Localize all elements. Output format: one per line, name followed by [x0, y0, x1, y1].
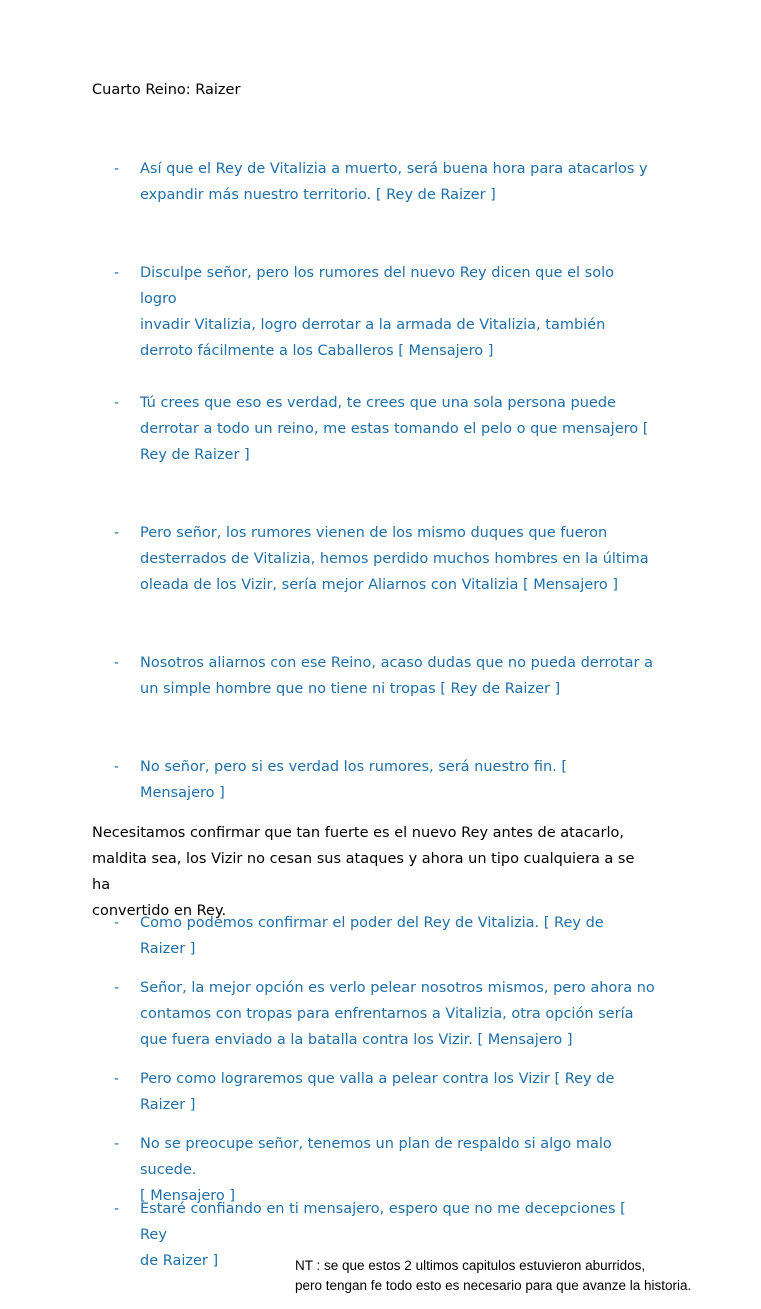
dialogue-dash: -	[114, 1136, 120, 1152]
dialogue-text: Como podemos confirmar el poder del Rey de Vitalizia. [ Rey de Raizer ]	[140, 915, 604, 957]
dialogue-text: Nosotros aliarnos con ese Reino, acaso dudas que no pueda derrotar a un simple hombre que no tiene ni tropas [ Rey de Raizer ]	[140, 655, 653, 697]
dialogue-dash: -	[114, 980, 120, 996]
dialogue-text: Estaré confiando en ti mensajero, espero que no me decepciones [ Rey de Raizer ]	[140, 1201, 626, 1269]
dialogue-text: Señor, la mejor opción es verlo pelear nosotros mismos, pero ahora no contamos con tropas para enfrentarnos a Vitalizia, otra opción sería que fuera enviado a la batalla contra los Vizir. [ Mensajero ]	[140, 980, 655, 1048]
dialogue-dash: -	[114, 161, 120, 177]
dialogue-dash: -	[114, 1201, 120, 1217]
dialogue-dash: -	[114, 395, 120, 411]
chapter-title: Cuarto Reino: Raizer	[92, 82, 241, 98]
dialogue-dash: -	[114, 655, 120, 671]
dialogue-text: No señor, pero si es verdad los rumores, será nuestro fin. [ Mensajero ]	[140, 759, 568, 801]
dialogue-dash: -	[114, 525, 120, 541]
dialogue-text: Pero señor, los rumores vienen de los mismo duques que fueron desterrados de Vitalizia, hemos perdido muchos hombres en la última oleada de los Vizir, sería mejor Aliarnos con Vitalizia [ Mensajero ]	[140, 525, 649, 593]
dialogue-text: Así que el Rey de Vitalizia a muerto, será buena hora para atacarlos y expandir más nuestro territorio. [ Rey de Raizer ]	[140, 161, 648, 203]
dialogue-dash: -	[114, 759, 120, 775]
translator-note: NT : se que estos 2 ultimos capitulos estuvieron aburridos, pero tengan fe todo esto es necesario para que avanze la historia.	[295, 1258, 692, 1293]
dialogue-text: No se preocupe señor, tenemos un plan de respaldo si algo malo sucede. [ Mensajero ]	[140, 1136, 612, 1204]
dialogue-text: Pero como lograremos que valla a pelear contra los Vizir [ Rey de Raizer ]	[140, 1071, 615, 1113]
dialogue-text: Disculpe señor, pero los rumores del nuevo Rey dicen que el solo logro invadir Vitalizia, logro derrotar a la armada de Vitalizia, también derroto fácilmente a los Caballeros [ Mensajero ]	[140, 265, 614, 359]
dialogue-dash: -	[114, 265, 120, 281]
dialogue-dash: -	[114, 1071, 120, 1087]
dialogue-dash: -	[114, 915, 120, 931]
dialogue-text: Tú crees que eso es verdad, te crees que una sola persona puede derrotar a todo un reino, me estas tomando el pelo o que mensajero [ Rey de Raizer ]	[140, 395, 649, 463]
narration-paragraph: Necesitamos confirmar que tan fuerte es el nuevo Rey antes de atacarlo, maldita sea, los Vizir no cesan sus ataques y ahora un tipo cualquiera a se ha convertido en Rey.	[92, 825, 635, 919]
